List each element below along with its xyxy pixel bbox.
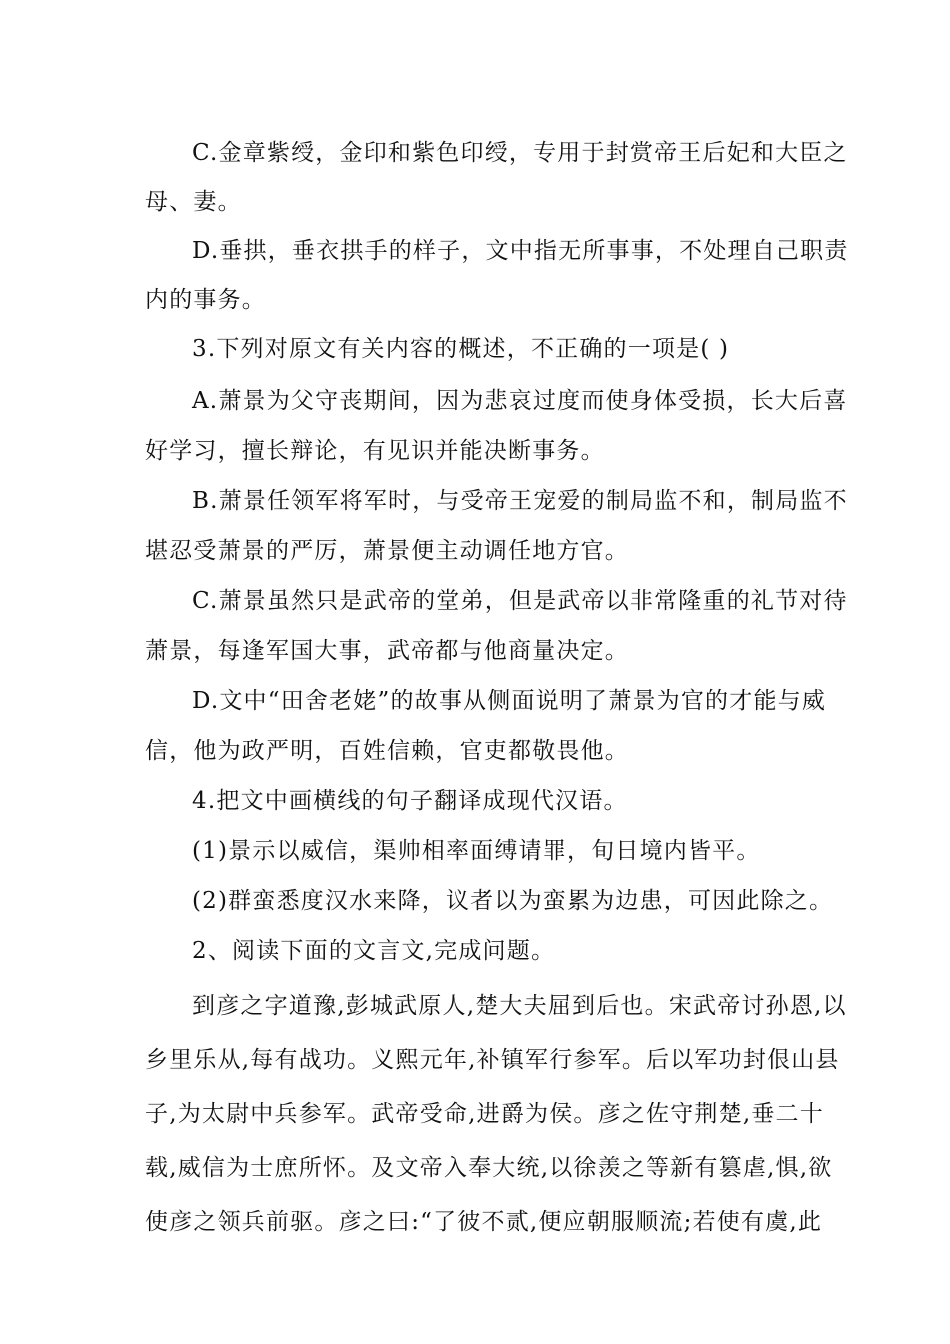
q3-option-b-line-1: B.萧景任领军将军时，与受帝王宠爱的制局监不和，制局监不 xyxy=(192,488,848,514)
question-4-heading: 4.把文中画横线的句子翻译成现代汉语。 xyxy=(192,788,628,814)
question-4-item-1: (1)景示以威信，渠帅相率面缚请罪，旬日境内皆平。 xyxy=(192,838,761,864)
option-c-line-1: C.金章紫绶，金印和紫色印绶，专用于封赏帝王后妃和大臣之 xyxy=(192,140,848,166)
q3-option-a-line-2: 好学习，擅长辩论，有见识并能决断事务。 xyxy=(145,438,605,464)
passage-line-2: 乡里乐从,每有战功。义熙元年,补镇军行参军。后以军功封佷山县 xyxy=(145,1047,840,1073)
q3-option-d-line-2: 信，他为政严明，百姓信赖，官吏都敬畏他。 xyxy=(145,738,629,764)
question-4-item-2: (2)群蛮悉度汉水来降，议者以为蛮累为边患，可因此除之。 xyxy=(192,888,834,914)
option-d-line-1: D.垂拱，垂衣拱手的样子，文中指无所事事，不处理自己职责 xyxy=(192,238,849,264)
passage-line-3: 子,为太尉中兵参军。武帝受命,进爵为侯。彦之佐守荆楚,垂二十 xyxy=(145,1101,824,1127)
passage-2-heading: 2、阅读下面的文言文,完成问题。 xyxy=(192,938,556,964)
q3-option-d-line-1: D.文中“田舍老姥”的故事从侧面说明了萧景为官的才能与威 xyxy=(192,688,827,714)
passage-line-1: 到彦之字道豫,彭城武原人,楚大夫屈到后也。宋武帝讨孙恩,以 xyxy=(192,993,847,1019)
option-c-line-2: 母、妻。 xyxy=(145,189,242,215)
q3-option-a-line-1: A.萧景为父守丧期间，因为悲哀过度而使身体受损，长大后喜 xyxy=(192,388,848,414)
q3-option-b-line-2: 堪忍受萧景的严厉，萧景便主动调任地方官。 xyxy=(145,538,629,564)
passage-line-4: 载,威信为士庶所怀。及文帝入奉大统,以徐羡之等新有篡虐,惧,欲 xyxy=(145,1155,833,1181)
question-3-heading: 3.下列对原文有关内容的概述，不正确的一项是( ) xyxy=(192,336,730,362)
passage-line-5: 使彦之领兵前驱。彦之曰:“了彼不贰,便应朝服顺流;若使有虞,此 xyxy=(145,1209,823,1235)
q3-option-c-line-2: 萧景，每逢军国大事，武帝都与他商量决定。 xyxy=(145,638,629,664)
q3-option-c-line-1: C.萧景虽然只是武帝的堂弟，但是武帝以非常隆重的礼节对待 xyxy=(192,588,848,614)
option-d-line-2: 内的事务。 xyxy=(145,287,266,313)
